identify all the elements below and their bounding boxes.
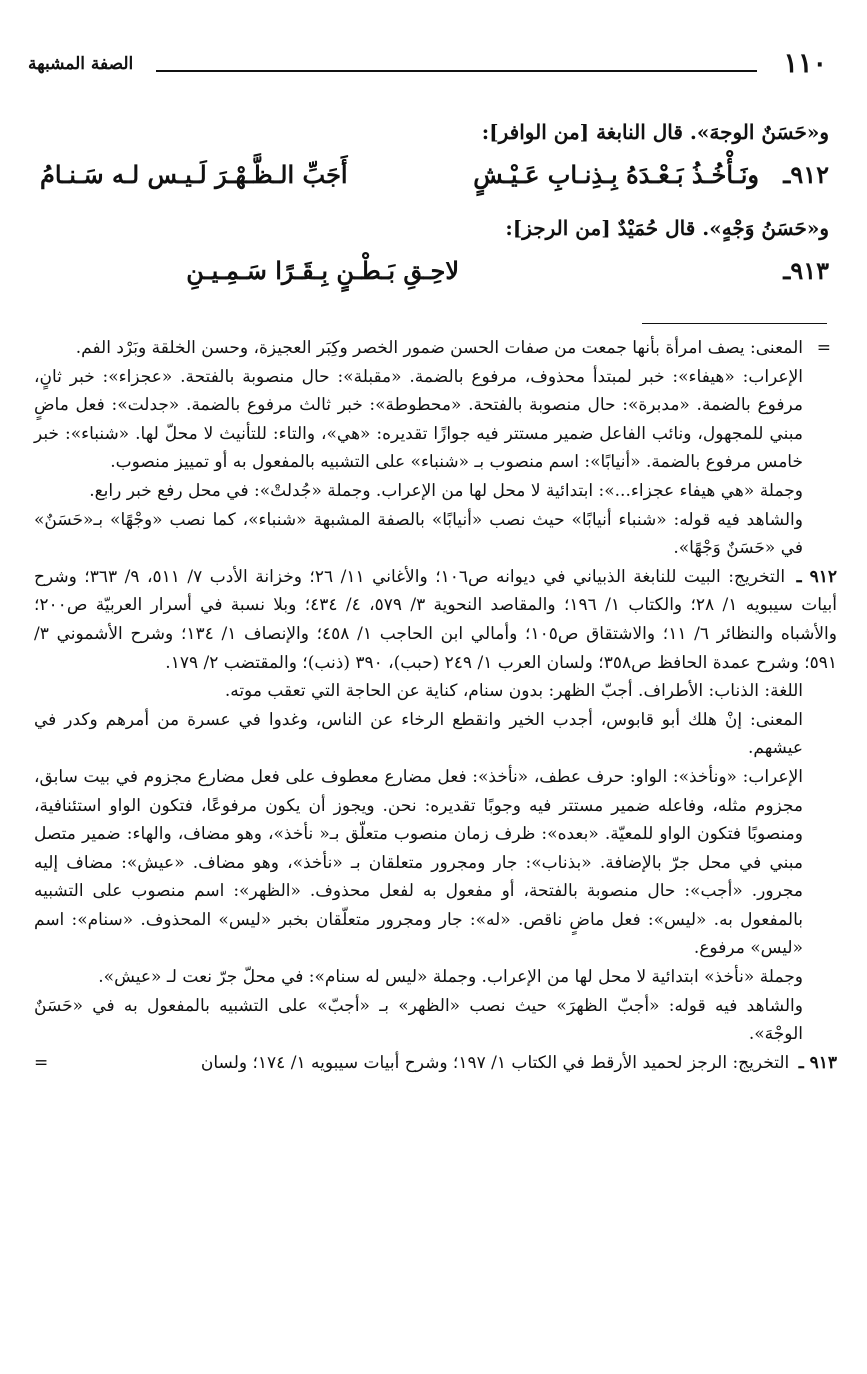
footnote-913-takhrij (34, 1049, 837, 1078)
verse-number: ٩١٢ـ (783, 160, 829, 189)
verse-second-hemistich: أَجَبِّ الـظَّـهْـرَ لَـيـس لـه سَـنـامُ (40, 160, 348, 189)
header-rule (156, 70, 757, 72)
footnotes (34, 334, 837, 1077)
continuation-mark-end: = (34, 1052, 49, 1073)
footnote-912-shahid: والشاهد فيه قوله: «أجبّ الظهرَ» حيث نصب «الظهر» بـ «أجبّ» على التشبيه بالمفعول به في «حَسَنٌ الوجْهَ». (34, 995, 803, 1045)
takhrij-text: التخريج: البيت للنابغة الذبياني في ديوانه ص١٠٦؛ والأغاني ١١/ ٢٦؛ وخزانة الأدب ٧/ ٥١١، ٩/ ٣٦٣؛ وشرح أبيات سيبويه ١/ ٢٨؛ والكتاب ١/ ١٩٦؛ والمقاصد النحوية ٣/ ٥٧٩، ٤/ ٤٣٤؛ وبلا نسبة في أسرار العربيّة ص٢٠٠؛ والأشباه والنظائر ٦/ ١١؛ والاشتقاق ص١٠٥؛ وأمالي ابن الحاجب ١/ ٤٥٨؛ والإنصاف ١/ ١٣٤؛ وشرح الأشموني ٣/ ٥٩١؛ وشرح عمدة الحافظ ص٣٥٨؛ ولسان العرب ١/ ٢٤٩ (حبب)، ٣٩٠ (ذنب)؛ والمقتضب ٢/ ١٧٩. (34, 566, 837, 673)
verse-text: لاحِـقِ بَـطْـنٍ بِـقَـرًا سَـمِـيـنِ (186, 256, 459, 285)
footnote-jumla: وجملة «هي هيفاء عجزاء...»: ابتدائية لا محل لها من الإعراب. وجملة «جُدلتْ»: في محل رفع خبر رابع. (89, 480, 803, 501)
verse-913 (40, 248, 829, 300)
page-number: ١١٠ (783, 48, 827, 79)
footnote-paragraph (34, 334, 837, 363)
verse-section (40, 108, 829, 300)
verse-intro-912: و«حَسَنٌ الوجهَ». قال النابغة [من الوافر]: (481, 120, 829, 144)
takhrij-text: التخريج: الرجز لحميد الأرقط في الكتاب ١/ ١٩٧؛ وشرح أبيات سيبويه ١/ ١٧٤؛ ولسان (200, 1052, 790, 1073)
running-title: الصفة المشبهة (28, 54, 134, 74)
verse-first-hemistich: ونَـأْخُـذُ بَـعْـدَهُ بِـذِنـابِ عَـيْـشٍ (473, 160, 759, 189)
continuation-mark: = (816, 338, 831, 358)
page-header (28, 44, 827, 84)
footnote-shahid: والشاهد فيه قوله: «شنباء أنيابًا» حيث نصب «أنيابًا» بالصفة المشبهة «شنباء»، كما نصب «وجْهًا» بـ«حَسَنٌ» في «حَسَنٌ وَجْهًا». (34, 509, 803, 559)
verse-912 (40, 152, 829, 204)
footnote-912-takhrij (34, 563, 837, 677)
verse-number: ٩١٣ـ (783, 256, 829, 285)
footnote-912-jumla: وجملة «نأخذ» ابتدائية لا محل لها من الإعراب. وجملة «ليس له سنام»: في محلّ جرّ نعت لـ «عيش». (98, 967, 803, 988)
footnote-irab: الإعراب: «هيفاء»: خبر لمبتدأ محذوف، مرفوع بالضمة. «مقبلة»: حال منصوبة بالفتحة. «عجزاء»: خبر ثانٍ، مرفوع بالضمة. «مدبرة»: حال منصوبة بالفتحة. «محطوطة»: خبر ثالث مرفوع بالضمة. «جدلت»: فعل ماضٍ مبني للمجهول، ونائب الفاعل ضمير مستتر فيه جوازًا تقديره: «هي»، والتاء: للتأنيث لا محلّ لها. «شنباء»: خبر خامس مرفوع بالضمة. «أنيابًا»: اسم منصوب بـ «شنباء» على التشبيه بالمفعول به أو تمييز منصوب. (34, 366, 803, 473)
footnote-meaning: المعنى: يصف امرأة بأنها جمعت من صفات الحسن ضمور الخصر وكِبَر العجيزة، وحسن الخلقة وبَرْد الفم. (75, 338, 803, 358)
verse-intro-913: و«حَسَنُ وَجْهٍ». قال حُمَيْدٌ [من الرجز]: (505, 216, 829, 240)
footnote-912-lugha: اللغة: الذناب: الأطراف. أجبّ الظهر: بدون سنام، كناية عن الحاجة التي تعقب موته. (224, 681, 803, 702)
footnote-912-maana: المعنى: إنْ هلك أبو قابوس، أجدب الخير وانقطع الرخاء عن الناس، وغدوا في عسرة من أمرهم وكدر في عيشهم. (34, 709, 803, 759)
footnote-number: ٩١٣ ـ (798, 1052, 837, 1073)
footnote-number: ٩١٢ ـ (796, 566, 837, 587)
footnote-separator (642, 323, 827, 324)
footnote-912-irab: الإعراب: «ونأخذ»: الواو: حرف عطف، «نأخذ»: فعل مضارع معطوف على فعل مضارع مجزوم في بيت سابق، مجزوم مثله، وفاعله ضمير مستتر فيه وجوبًا تقديره: نحن. ويجوز أن يكون مرفوعًا، فتكون الواو استئنافية، ومنصوبًا فتكون الواو للمعيّة. «بعده»: ظرف زمان منصوب متعلّق بـ« نأخذ»، وهو مضاف، والهاء: ضمير متصل مبني في محل جرّ بالإضافة. «بذناب»: جار ومجرور متعلقان بـ «نأخذ»، وهو مضاف. «عيش»: مضاف إليه مجرور. «أجب»: حال منصوبة بالفتحة، أو مفعول به لفعل محذوف. «الظهر»: اسم منصوب على التشبيه بالمفعول به. «ليس»: فعل ماضٍ ناقص. «له»: جار ومجرور متعلّقان بخبر «ليس» المحذوف. «سنام»: اسم «ليس» مرفوع. (34, 766, 803, 959)
